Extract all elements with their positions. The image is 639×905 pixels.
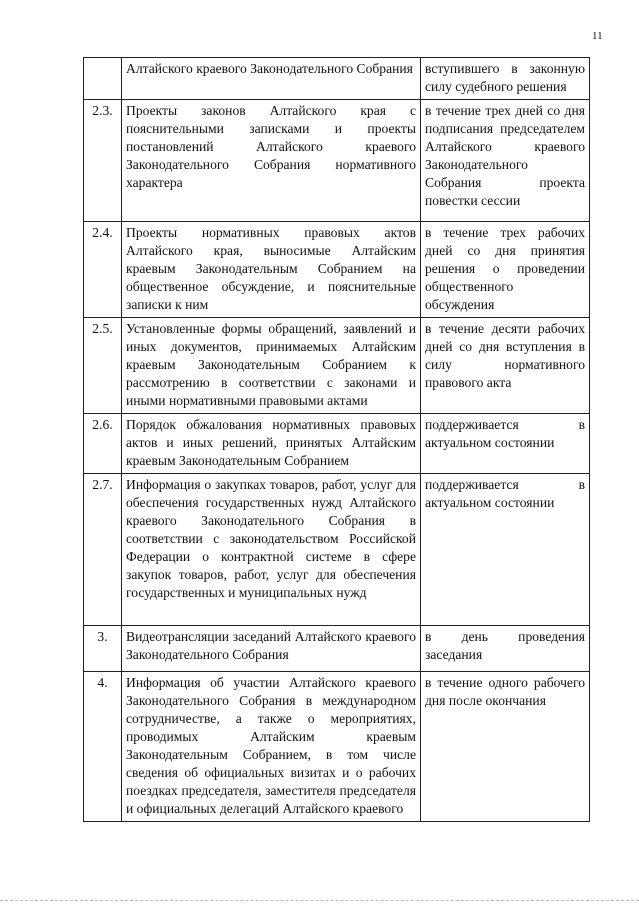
row-description: Порядок обжалования нормативных правовых актов и иных решений, принятых Алтайским краевым Законодательным Собранием	[122, 414, 421, 474]
row-number	[84, 58, 122, 100]
row-description: Проекты нормативных правовых актов Алтайского края, выносимые Алтайским краевым Законодательным Собранием на общественное обсуждение, и пояснительные записки к ним	[122, 222, 421, 318]
page-edge-rule	[0, 900, 639, 901]
row-description: Алтайского краевого Законодательного Собрания	[122, 58, 421, 100]
row-description: Информация о закупках товаров, работ, услуг для обеспечения государственных нужд Алтайского краевого Законодательного Собрания в соответствии с законодательством Российской Федерации о контрактной системе в сфере закупок товаров, работ, услуг для обеспечения государственных и муниципальных нужд	[122, 474, 421, 626]
row-term: поддерживается в актуальном состоянии	[421, 414, 590, 474]
table-row	[84, 626, 590, 672]
row-term: в течение десяти рабочих дней со дня вступления в силу нормативного правового акта	[421, 318, 590, 414]
row-term: в день проведения заседания	[421, 626, 590, 672]
row-number: 2.4.	[84, 222, 122, 318]
row-number: 2.6.	[84, 414, 122, 474]
row-number: 2.3.	[84, 100, 122, 222]
row-number: 4.	[84, 672, 122, 822]
table-row	[84, 222, 590, 318]
row-number: 3.	[84, 626, 122, 672]
row-number: 2.5.	[84, 318, 122, 414]
row-description: Видеотрансляции заседаний Алтайского краевого Законодательного Собрания	[122, 626, 421, 672]
information-table	[83, 57, 590, 822]
table-row	[84, 100, 590, 222]
table-row	[84, 318, 590, 414]
row-term: поддерживается в актуальном состоянии	[421, 474, 590, 626]
table-row	[84, 474, 590, 626]
row-description: Проекты законов Алтайского края с пояснительными записками и проекты постановлений Алтайского краевого Законодательного Собрания нормативного характера	[122, 100, 421, 222]
row-term: в течение одного рабочего дня после окончания	[421, 672, 590, 822]
row-description: Установленные формы обращений, заявлений и иных документов, принимаемых Алтайским краевым Законодательным Собранием к рассмотрению в соответствии с законами и иными нормативными правовыми актами	[122, 318, 421, 414]
table-row	[84, 414, 590, 474]
table-row	[84, 58, 590, 100]
row-term: в течение трех дней со дня подписания председателем Алтайского краевого Законодательного Собрания проекта повестки сессии	[421, 100, 590, 222]
page-number: 11	[592, 30, 603, 42]
row-number: 2.7.	[84, 474, 122, 626]
row-term: вступившего в законную силу судебного решения	[421, 58, 590, 100]
row-term: в течение трех рабочих дней со дня принятия решения о проведении общественного обсуждения	[421, 222, 590, 318]
table-row	[84, 672, 590, 822]
row-description: Информация об участии Алтайского краевого Законодательного Собрания в международном сотрудничестве, а также о мероприятиях, проводимых Алтайским краевым Законодательным Собранием, в том числе сведения об официальных визитах и о рабочих поездках председателя, заместителя председателя и официальных делегаций Алтайского краевого	[122, 672, 421, 822]
